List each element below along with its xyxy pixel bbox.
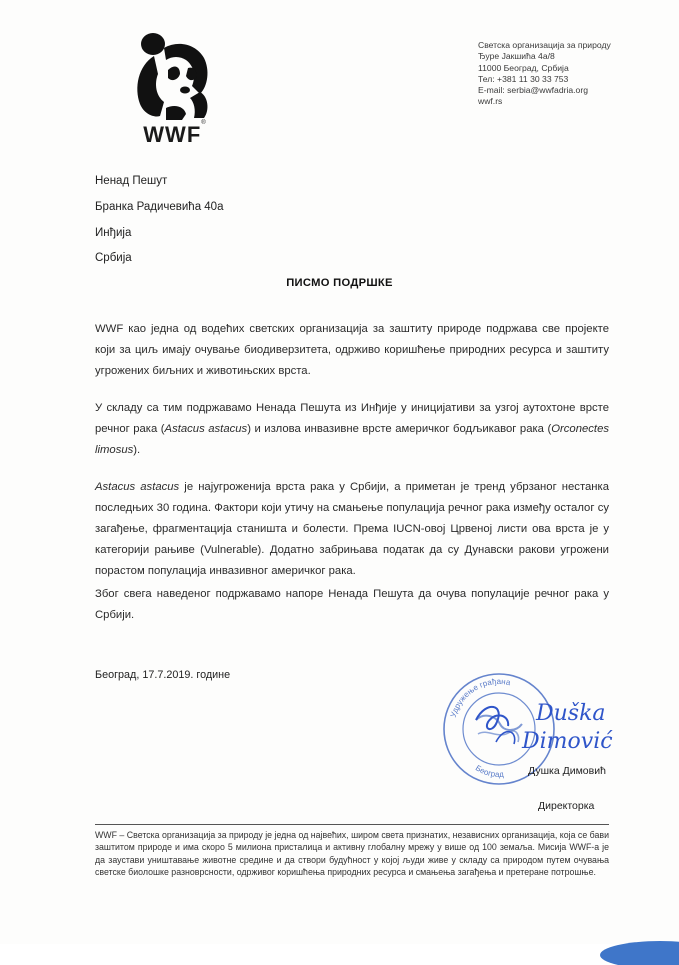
- recipient-country: Србија: [95, 252, 132, 264]
- stamp-top-text: Удружење грађана: [448, 676, 512, 719]
- corner-decoration: [600, 925, 679, 965]
- org-city: 11000 Београд, Србија: [478, 62, 569, 73]
- recipient-name: Ненад Пешут: [95, 175, 168, 187]
- svg-text:Београд: [474, 763, 505, 779]
- org-website: wwf.rs: [478, 96, 503, 107]
- para2-text-2: ) и излова инвазивне врсте америчког бодљикавог рака (: [247, 423, 552, 435]
- species-name-astacus: Astacus astacus: [164, 423, 248, 435]
- species-name-orconectes: Orconectes limosus: [95, 423, 609, 456]
- panda-icon: [130, 30, 220, 122]
- logo-wordmark: [130, 119, 220, 148]
- footer-divider: [95, 824, 609, 825]
- organization-info: [478, 40, 611, 108]
- letter-title: ПИСМО ПОДРШКЕ: [286, 277, 393, 289]
- stamp-bottom-text: Београд: [473, 763, 505, 780]
- species-name-astacus-2: Astacus astacus: [95, 481, 180, 493]
- paragraph-initiative: [95, 398, 609, 461]
- recipient-city: Инђија: [95, 227, 132, 239]
- org-name: Светска организација за природу: [478, 40, 611, 50]
- signer-role: Директорка: [538, 800, 595, 812]
- paragraph-conclusion: Због свега наведеног подржавамо напоре Ненада Пешута да очува популације речног рака у Србији.: [95, 588, 609, 621]
- org-phone: Тел: +381 11 30 33 753: [478, 73, 569, 84]
- signature-last: Dimović: [522, 729, 613, 754]
- signature: [466, 690, 636, 760]
- signature-first: Duška: [536, 701, 606, 726]
- paragraph-threats: [95, 477, 609, 582]
- letter-date: Београд, 17.7.2019. године: [95, 669, 231, 681]
- registered-mark: ®: [201, 119, 207, 126]
- para2-text-1: У складу са тим подржавамо Ненада Пешута из Инђије у иницијативи за узгој аутохтоне врсте речног рака (: [95, 402, 609, 435]
- recipient-street: Бранка Радичевића 40а: [95, 201, 224, 213]
- paragraph-intro: WWF као једна од водећих светских организација за заштиту природе подржава све пројекте који за циљ имају очување биодиверзитета, одрживо коришћење природних ресурса и заштиту угрожених биљних и животињских врста.: [95, 323, 609, 377]
- para2-text-3: ).: [133, 444, 141, 456]
- org-street: Ђуре Јакшића 4а/8: [478, 51, 555, 62]
- org-email: E-mail: serbia@wwfadria.org: [478, 85, 588, 96]
- para3-text: је најугроженија врста рака у Србији, а приметан је тренд убрзаног нестанка последњих 30 година. Фактори који утичу на смањење популација речног рака између осталог су загађење, фрагментација станишта и болести. Према IUCN-овој Црвеној листи ова врста је у категорији рањиве (Vulnerable). Додатно забрињава податак да су Дунавски ракови угрожени порастом популација инвазивног америчког рака.: [95, 481, 609, 577]
- wwf-logo: [130, 30, 220, 148]
- signer-name: Душка Димовић: [528, 765, 606, 777]
- footer-note: WWF – Светска организација за природу је једна од највећих, широм света признатих, независних организација, која се бави заштитом природе и има скоро 5 милиона присталица и активну глобалну мрежу у више од 100 земаља. Мисија WWF-а је да заустави уништавање животне средине и да створи будућност у којој људи живе у складу са природом путем очувања светске биолошке разноврсности, одрживог коришћења природних ресурса и смањења загађења и претеране потрошње.: [95, 830, 609, 877]
- logo-text: WWF: [143, 122, 202, 147]
